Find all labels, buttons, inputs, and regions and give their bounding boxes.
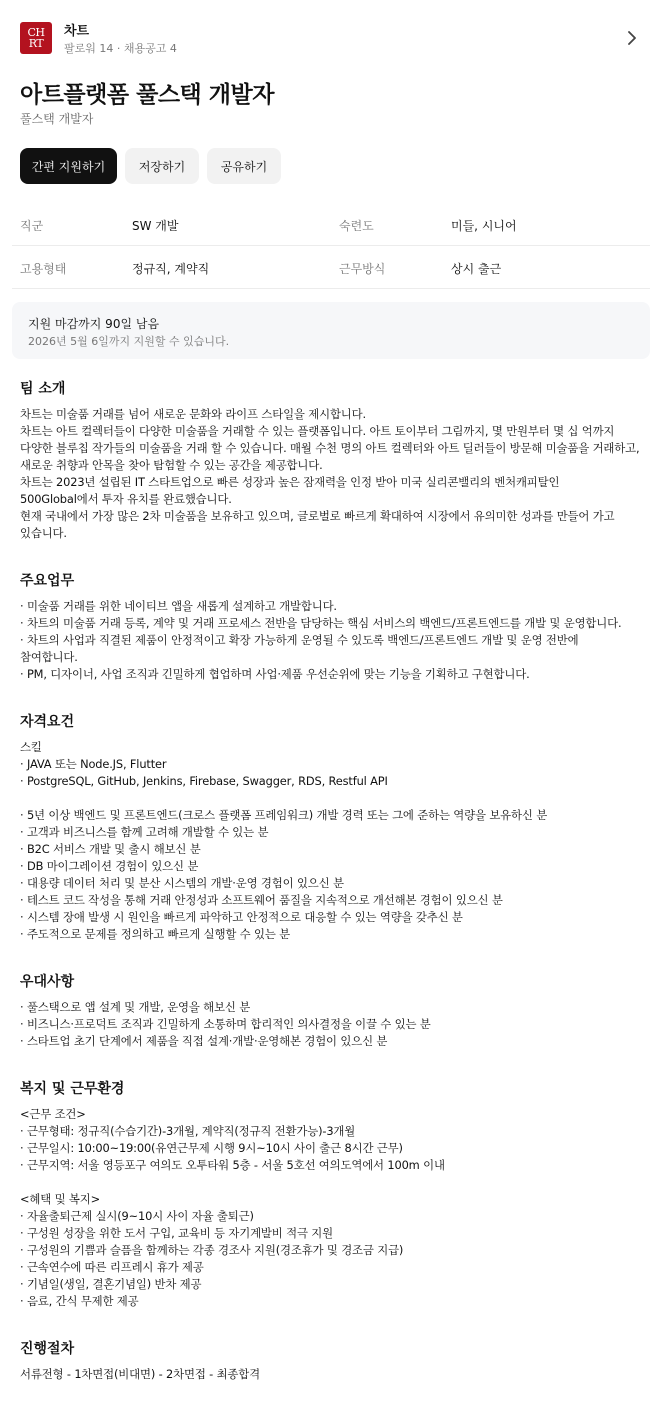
section-title: 우대사항 (20, 974, 75, 990)
section-body (20, 1366, 644, 1383)
section-line: · PM, 디자이너, 사업 조직과 긴밀하게 협업하며 사업·제품 우선순위에 맞는 기능을 기획하고 구현합니다. (20, 667, 530, 681)
section-preferred (20, 972, 644, 1050)
section-title: 주요업무 (20, 573, 75, 589)
info-row (12, 203, 650, 246)
section-line: 참여합니다. (20, 650, 78, 664)
section-line: · 기념일(생일, 결혼기념일) 반차 제공 (20, 1277, 202, 1291)
section-title: 진행절차 (20, 1341, 75, 1357)
info-value: 미들, 시니어 (451, 219, 517, 233)
info-value: SW 개발 (132, 219, 179, 233)
section-line: · JAVA 또는 Node.JS, Flutter (20, 757, 167, 771)
logo-text-bottom: RT (28, 37, 44, 50)
section-line: · 자율출퇴근제 실시(9~10시 사이 자율 출퇴근) (20, 1209, 254, 1223)
section-line: · 근속연수에 따른 리프레시 휴가 제공 (20, 1260, 204, 1274)
save-button[interactable]: 저장하기 (125, 148, 199, 184)
section-body (20, 598, 644, 683)
section-line: · 근무일시: 10:00~19:00(유연근무제 시행 9시~10시 사이 출근 8시간 근무) (20, 1141, 403, 1155)
section-line: 차트는 미술품 거래를 넘어 새로운 문화와 라이프 스타일을 제시합니다. (20, 407, 366, 421)
section-line: · 근무지역: 서울 영등포구 여의도 오투타워 5층 - 서울 5호선 여의도역에서 100m 이내 (20, 1158, 445, 1172)
deadline-date: 2026년 5월 6일까지 지원할 수 있습니다. (28, 335, 230, 348)
section-body (20, 739, 644, 943)
section-line: · B2C 서비스 개발 및 출시 해보신 분 (20, 842, 201, 856)
info-row (12, 246, 650, 289)
share-button[interactable]: 공유하기 (207, 148, 281, 184)
deadline-notice (12, 302, 650, 359)
section-line: 있습니다. (20, 526, 67, 540)
action-bar (20, 148, 281, 184)
section-line: · PostgreSQL, GitHub, Jenkins, Firebase, Swagger, RDS, Restful API (20, 774, 388, 788)
section-line: · 차트의 미술품 거래 등록, 계약 및 거래 프로세스 전반을 담당하는 핵심 서비스의 백엔드/프론트엔드를 개발 및 운영합니다. (20, 616, 622, 630)
info-value: 상시 출근 (451, 262, 502, 276)
section-line: 서류전형 - 1차면접(비대면) - 2차면접 - 최종합격 (20, 1367, 260, 1381)
section-line: · 비즈니스·프로덕트 조직과 긴밀하게 소통하며 합리적인 의사결정을 이끌 수 있는 분 (20, 1017, 431, 1031)
section-line: · 주도적으로 문제를 정의하고 빠르게 실행할 수 있는 분 (20, 927, 291, 941)
section-line: · 테스트 코드 작성을 통해 거래 안정성과 소프트웨어 품질을 지속적으로 개선해본 경험이 있으신 분 (20, 893, 503, 907)
deadline-remaining: 지원 마감까지 90일 남음 (28, 317, 160, 331)
section-process (20, 1339, 644, 1383)
section-qualifications (20, 712, 644, 943)
company-logo (20, 22, 52, 54)
section-body (20, 406, 644, 542)
section-line: 스킬 (20, 740, 42, 754)
section-line: · 구성원의 기쁨과 슬픔을 함께하는 각종 경조사 지원(경조휴가 및 경조금 지급) (20, 1243, 404, 1257)
section-title: 자격요건 (20, 714, 75, 730)
section-line: 차트는 2023년 설립된 IT 스타트업으로 빠른 성장과 높은 잠재력을 인정 받아 미국 실리콘밸리의 벤처캐피탈인 (20, 475, 560, 489)
job-info-table (12, 203, 650, 289)
info-label: 숙련도 (339, 219, 374, 233)
info-label: 고용형태 (20, 262, 67, 276)
section-title: 복지 및 근무환경 (20, 1081, 125, 1097)
info-value: 정규직, 계약직 (132, 262, 210, 276)
section-line: 새로운 취향과 안목을 찾아 탐험할 수 있는 공간을 제공합니다. (20, 458, 323, 472)
section-line: · 시스템 장애 발생 시 원인을 빠르게 파악하고 안정적으로 대응할 수 있는 역량을 갖추신 분 (20, 910, 463, 924)
section-line: · DB 마이그레이션 경험이 있으신 분 (20, 859, 199, 873)
job-subtitle: 풀스택 개발자 (20, 112, 94, 126)
section-responsibilities (20, 571, 644, 683)
section-line: · 근무형태: 정규직(수습기간)-3개월, 계약직(정규직 전환가능)-3개월 (20, 1124, 356, 1138)
section-team-intro (20, 379, 644, 542)
section-line: <혜택 및 복지> (20, 1192, 100, 1206)
section-line: · 고객과 비즈니스를 함께 고려해 개발할 수 있는 분 (20, 825, 269, 839)
company-name[interactable]: 차트 (64, 24, 90, 39)
section-line: 500Global에서 투자 유치를 완료했습니다. (20, 492, 232, 506)
job-title: 아트플랫폼 풀스택 개발자 (20, 82, 274, 108)
quick-apply-button[interactable]: 간편 지원하기 (20, 148, 117, 184)
section-body (20, 999, 644, 1050)
section-line: · 풀스택으로 앱 설계 및 개발, 운영을 해보신 분 (20, 1000, 251, 1014)
section-line: · 구성원 성장을 위한 도서 구입, 교육비 등 자기계발비 적극 지원 (20, 1226, 333, 1240)
logo-text-top: CH (27, 26, 45, 39)
company-meta: 팔로워 14 · 채용공고 4 (64, 42, 177, 55)
section-line: <근무 조건> (20, 1107, 86, 1121)
section-line: · 미술품 거래를 위한 네이티브 앱을 새롭게 설계하고 개발합니다. (20, 599, 337, 613)
info-label: 직군 (20, 219, 44, 233)
section-line: 다양한 블루칩 작가들의 미술품을 거래 할 수 있습니다. 매월 수천 명의 아트 컬렉터와 아트 딜러들이 방문해 미술품을 거래하고, (20, 441, 640, 455)
blank-line (20, 1174, 644, 1191)
section-line: · 대용량 데이터 처리 및 분산 시스템의 개발·운영 경험이 있으신 분 (20, 876, 344, 890)
section-body (20, 1106, 644, 1310)
section-line: · 스타트업 초기 단계에서 제품을 직접 설계·개발·운영해본 경험이 있으신 분 (20, 1034, 388, 1048)
section-line: 차트는 아트 컬렉터들이 다양한 미술품을 거래할 수 있는 플랫폼입니다. 아트 토이부터 그림까지, 몇 만원부터 몇 십 억까지 (20, 424, 615, 438)
info-label: 근무방식 (339, 262, 386, 276)
chevron-right-icon[interactable] (622, 28, 642, 48)
section-line: · 음료, 간식 무제한 제공 (20, 1294, 139, 1308)
blank-line (20, 790, 644, 807)
section-line: · 차트의 사업과 직결된 제품이 안정적이고 확장 가능하게 운영될 수 있도록 백엔드/프론트엔드 개발 및 운영 전반에 (20, 633, 579, 647)
section-benefits (20, 1079, 644, 1310)
section-line: · 5년 이상 백엔드 및 프론트엔드(크로스 플랫폼 프레임워크) 개발 경력 또는 그에 준하는 역량을 보유하신 분 (20, 808, 548, 822)
section-line: 현재 국내에서 가장 많은 2차 미술품을 보유하고 있으며, 글로벌로 빠르게 확대하여 시장에서 유의미한 성과를 만들어 가고 (20, 509, 615, 523)
company-header[interactable] (20, 18, 642, 58)
section-title: 팀 소개 (20, 381, 66, 397)
